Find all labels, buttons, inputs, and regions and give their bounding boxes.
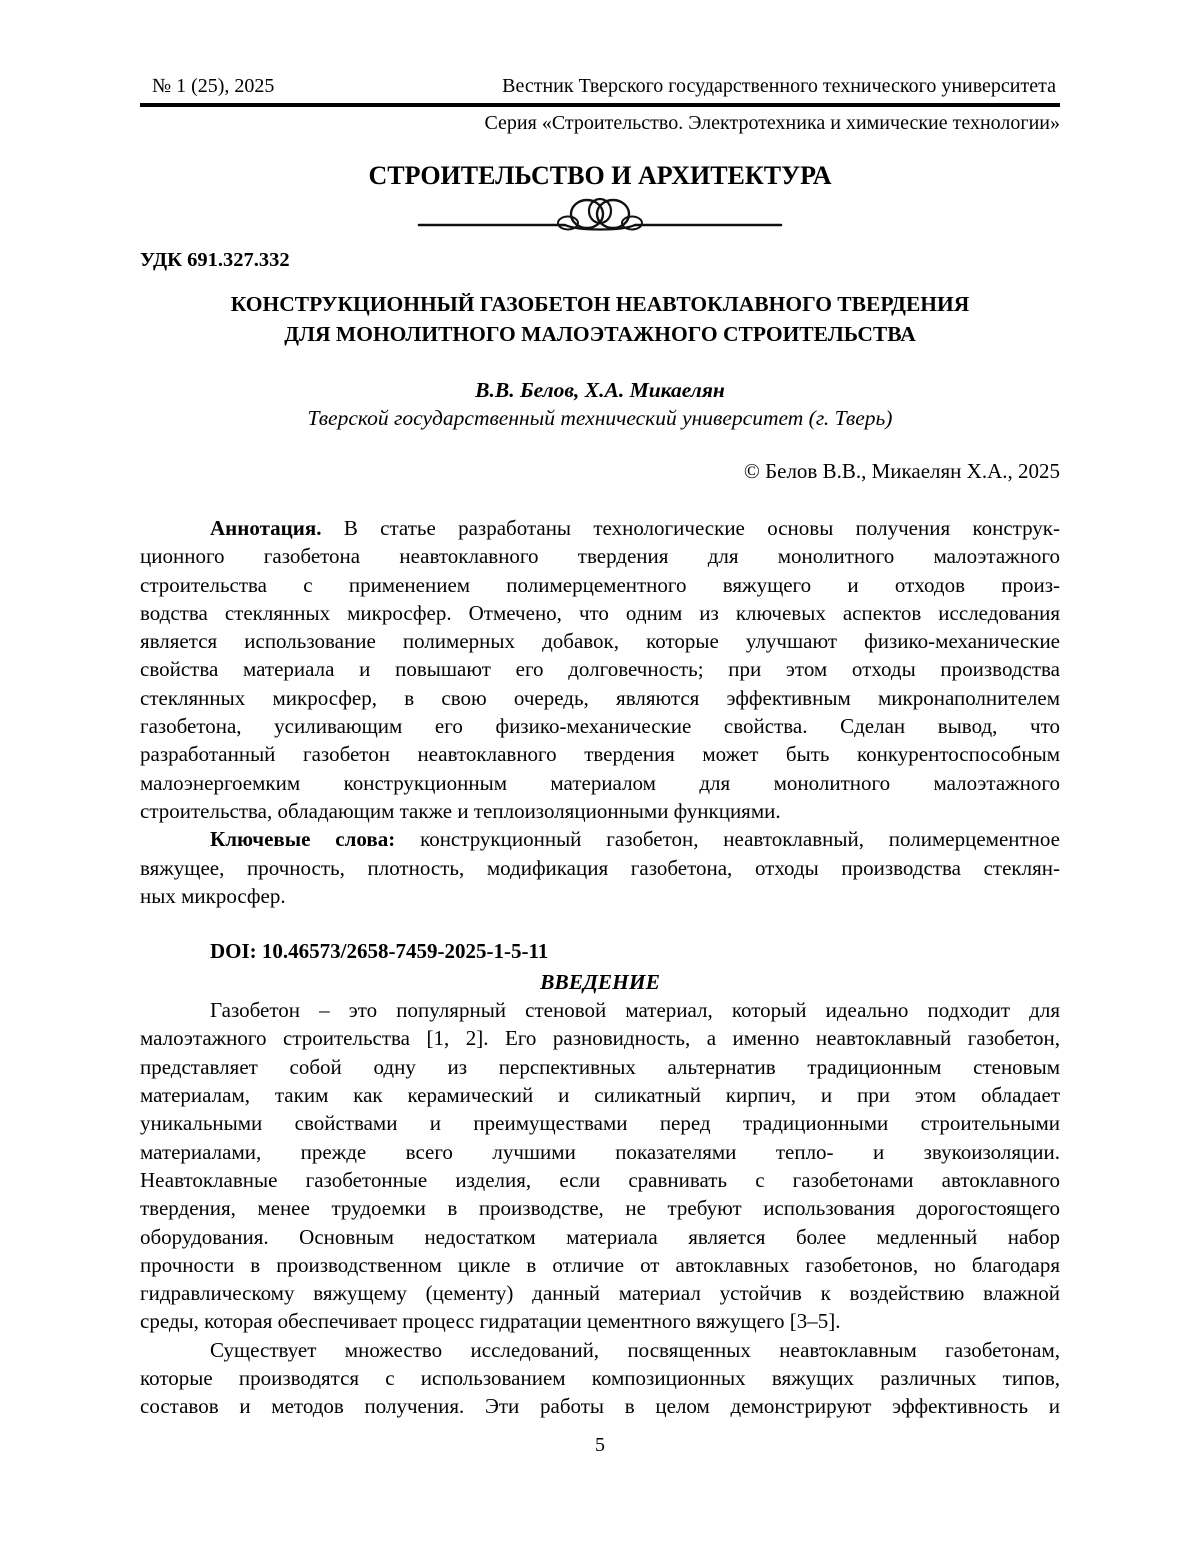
- text-run-bold: Ключевые слова:: [210, 827, 396, 852]
- text-line: [140, 1053, 1060, 1081]
- text-run: малоэтажного строительства [1, 2]. Его разновидность, а именно неавтоклавный газобетон,: [140, 1026, 1060, 1051]
- text-run: ционного газобетона неавтоклавного твердения для монолитного малоэтажного: [140, 544, 1060, 569]
- text-run: гидравлическому вяжущему (цементу) данный материал устойчив к воздействию влажной: [140, 1281, 1060, 1306]
- text-run: которые производятся с использованием композиционных вяжущих различных типов,: [140, 1366, 1060, 1391]
- text-line: [140, 882, 1060, 910]
- text-line: [140, 599, 1060, 627]
- udc-label: УДК 691.327.332: [140, 249, 290, 271]
- article-affiliation: Тверской государственный технический университет (г. Тверь): [307, 406, 893, 430]
- article-authors: В.В. Белов, Х.А. Микаелян: [475, 378, 725, 402]
- text-line: [140, 1166, 1060, 1194]
- doi-label: DOI: 10.46573/2658-7459-2025-1-5-11: [210, 939, 549, 964]
- text-line: [140, 996, 1060, 1024]
- text-line: [140, 1223, 1060, 1251]
- keywords-paragraph: [140, 825, 1060, 910]
- text-run: Газобетон – это популярный стеновой материал, который идеально подходит для: [210, 998, 1060, 1023]
- text-run: стеклянных микросфер, в свою очередь, являются эффективным микронаполнителем: [140, 685, 1060, 710]
- text-line: [140, 514, 1060, 542]
- text-line: [140, 1024, 1060, 1052]
- text-line: [140, 1109, 1060, 1137]
- text-run: твердения, менее трудоемки в производстве, не требуют использования дорогостоящего: [140, 1196, 1060, 1221]
- text-run: представляет собой одну из перспективных альтернатив традиционным стеновым: [140, 1054, 1060, 1079]
- issue-label: № 1 (25), 2025: [152, 75, 275, 97]
- text-run: малоэнергоемким конструкционным материалом для монолитного малоэтажного: [140, 770, 1060, 795]
- text-line: [140, 1364, 1060, 1392]
- text-line: [140, 712, 1060, 740]
- introduction-paragraph-1: [140, 996, 1060, 1336]
- text-line: [140, 655, 1060, 683]
- article-title-line2: ДЛЯ МОНОЛИТНОГО МАЛОЭТАЖНОГО СТРОИТЕЛЬСТВА: [284, 322, 916, 346]
- rubric-title: СТРОИТЕЛЬСТВО И АРХИТЕКТУРА: [368, 161, 832, 190]
- text-line: [140, 1336, 1060, 1364]
- text-run: водства стеклянных микросфер. Отмечено, что одним из ключевых аспектов исследования: [140, 600, 1060, 625]
- running-head: [140, 74, 1060, 107]
- text-run: свойства материала и повышают его долговечность; при этом отходы производства: [140, 657, 1060, 682]
- text-run: конструкционный газобетон, неавтоклавный, полимерцементное: [395, 827, 1060, 852]
- text-run: строительства с применением полимерцементного вяжущего и отходов произ-: [140, 572, 1060, 597]
- text-line: [140, 1138, 1060, 1166]
- text-run: разработанный газобетон неавтоклавного твердения может быть конкурентоспособным: [140, 742, 1060, 767]
- text-run: Неавтоклавные газобетонные изделия, если сравнивать с газобетонами автоклавного: [140, 1167, 1060, 1192]
- text-run: строительства, обладающим также и теплоизоляционными функциями.: [140, 798, 781, 823]
- text-line: [140, 1392, 1060, 1420]
- introduction-paragraph-2: [140, 1336, 1060, 1421]
- text-line: [140, 797, 1060, 825]
- text-run: вяжущее, прочность, плотность, модификация газобетона, отходы производства стеклян-: [140, 855, 1060, 880]
- text-line: [140, 1081, 1060, 1109]
- abstract-paragraph: [140, 514, 1060, 825]
- text-run: является использование полимерных добавок, которые улучшают физико-механические: [140, 629, 1060, 654]
- text-run-bold: Аннотация.: [210, 516, 322, 540]
- text-line: [140, 1194, 1060, 1222]
- text-run: оборудования. Основным недостатком материала является более медленный набор: [140, 1224, 1060, 1249]
- text-run: газобетона, усиливающим его физико-механические свойства. Сделан вывод, что: [140, 714, 1060, 739]
- text-run: прочности в производственном цикле в отличие от автоклавных газобетонов, но благодаря: [140, 1252, 1060, 1277]
- article-title-line1: КОНСТРУКЦИОННЫЙ ГАЗОБЕТОН НЕАВТОКЛАВНОГО ТВЕРДЕНИЯ: [230, 292, 970, 316]
- copyright-notice: © Белов В.В., Микаелян Х.А., 2025: [743, 459, 1060, 483]
- text-line: [140, 571, 1060, 599]
- text-line: [140, 542, 1060, 570]
- text-line: [140, 854, 1060, 882]
- series-title: Серия «Строительство. Электротехника и химические технологии»: [484, 112, 1060, 134]
- text-line: [140, 740, 1060, 768]
- introduction-heading: ВВЕДЕНИЕ: [540, 970, 660, 995]
- text-line: [140, 684, 1060, 712]
- text-line: [140, 1307, 1060, 1335]
- text-run: среды, которая обеспечивает процесс гидратации цементного вяжущего [3–5].: [140, 1309, 841, 1334]
- text-run: материалам, таким как керамический и силикатный кирпич, и при этом обладает: [140, 1083, 1060, 1108]
- text-run: ных микросфер.: [140, 883, 286, 908]
- text-run: материалами, прежде всего лучшими показателями тепло- и звукоизоляции.: [140, 1139, 1060, 1164]
- article-title: [140, 289, 1060, 349]
- text-run: составов и методов получения. Эти работы в целом демонстрируют эффективность и: [140, 1394, 1060, 1419]
- journal-title: Вестник Тверского государственного технического университета: [502, 75, 1056, 97]
- text-run: уникальными свойствами и преимуществами перед традиционными строительными: [140, 1111, 1060, 1136]
- text-run: Существует множество исследований, посвященных неавтоклавным газобетонам,: [210, 1337, 1060, 1362]
- flourish-divider-icon: [140, 194, 1060, 238]
- text-line: [140, 627, 1060, 655]
- text-line: [140, 769, 1060, 797]
- text-line: [140, 825, 1060, 853]
- text-line: [140, 1251, 1060, 1279]
- page-number: 5: [595, 1434, 605, 1456]
- text-run: В статье разработаны технологические основы получения конструк-: [321, 516, 1060, 540]
- text-line: [140, 1279, 1060, 1307]
